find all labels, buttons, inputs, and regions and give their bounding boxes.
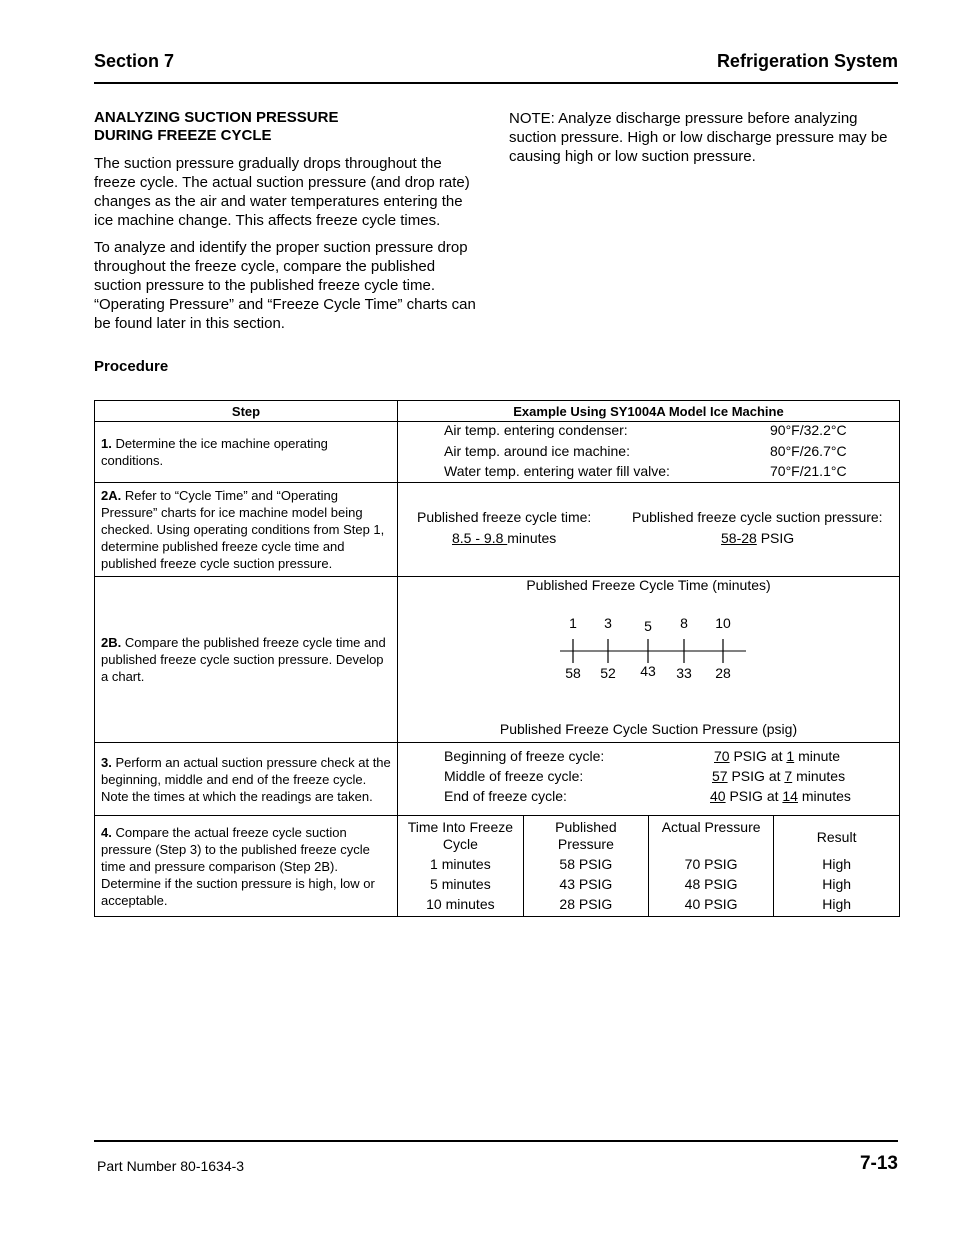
table-row xyxy=(95,743,900,816)
col-header-example: Example Using SY1004A Model Ice Machine xyxy=(398,401,900,422)
part-number: Part Number 80-1634-3 xyxy=(97,1158,245,1174)
footer-rule xyxy=(94,1140,898,1142)
chart-pressure-label: 52 xyxy=(600,665,616,681)
chart-time-label: 5 xyxy=(644,618,652,634)
table-row xyxy=(95,422,900,483)
step-1-text: 1. Determine the ice machine operating conditions. xyxy=(95,422,398,483)
section-heading: ANALYZING SUCTION PRESSURE DURING FREEZE CYCLE xyxy=(94,109,339,144)
chart-pressure-label: 33 xyxy=(676,665,692,681)
time-pressure-chart xyxy=(398,611,898,721)
table-row xyxy=(95,483,900,577)
table-row xyxy=(95,816,900,917)
step-2b-text: 2B. Compare the published freeze cycle time and published freeze cycle suction pressure. Develop a chart. xyxy=(95,577,398,743)
header-rule xyxy=(94,82,898,84)
comparison-col-published: Published Pressure 58 PSIG 43 PSIG 28 PSIG xyxy=(523,816,648,916)
chart-time-label: 10 xyxy=(715,615,731,631)
chart-pressure-label: 28 xyxy=(715,665,731,681)
comparison-table xyxy=(398,816,899,916)
chart-pressure-label: 43 xyxy=(640,663,656,679)
procedure-table xyxy=(94,400,900,917)
col-header-step: Step xyxy=(95,401,398,422)
step-3-example: Beginning of freeze cycle: 70 PSIG at 1 minute Middle of freeze cycle: 57 PSIG at 7 minutes End of freeze cycle: 40 PSIG at 14 minutes xyxy=(398,743,900,816)
chart-time-label: 8 xyxy=(680,615,688,631)
step-1-example: Air temp. entering condenser: 90°F/32.2°C Air temp. around ice machine: 80°F/26.7°C Water temp. entering water fill valve: 70°F/21.1°C xyxy=(398,422,900,483)
step-2a-example: Published freeze cycle time: 8.5 - 9.8 minutes Published freeze cycle suction pressure: 58-28 PSIG xyxy=(398,483,900,577)
table-row xyxy=(95,577,900,743)
right-column xyxy=(509,109,894,174)
paragraph-2: To analyze and identify the proper suction pressure drop throughout the freeze cycle, compare the published suction pressure to the published freeze cycle time. “Operating Pressure” and “Freeze Cycle Time” charts can be found later in this section. xyxy=(94,239,476,332)
page-title: Refrigeration System xyxy=(716,51,898,71)
section-label: Section 7 xyxy=(94,51,175,71)
note-text: NOTE: Analyze discharge pressure before analyzing suction pressure. High or low discharge pressure may be causing high or low suction pressure. xyxy=(509,110,888,165)
chart-pressure-label: 58 xyxy=(565,665,581,681)
paragraph-1: The suction pressure gradually drops throughout the freeze cycle. The actual suction pressure (and drop rate) changes as the air and water temperatures entering the ice machine change. This affects freeze cycle times. xyxy=(94,155,470,229)
step-3-text: 3. Perform an actual suction pressure check at the beginning, middle and end of the freeze cycle. Note the times at which the readings are taken. xyxy=(95,743,398,816)
page-number: 7-13 xyxy=(859,1153,898,1174)
procedure-heading: Procedure xyxy=(94,358,169,375)
step-2b-example xyxy=(398,577,900,743)
left-column xyxy=(94,109,484,341)
chart-time-label: 3 xyxy=(604,615,612,631)
step-4-example xyxy=(398,816,900,917)
comparison-col-time: Time Into Freeze Cycle 1 minutes 5 minutes 10 minutes xyxy=(398,816,523,916)
comparison-col-result: Result High High High xyxy=(816,829,857,912)
chart-top-label: Published Freeze Cycle Time (minutes) xyxy=(526,577,771,593)
comparison-col-actual: Actual Pressure 70 PSIG 48 PSIG 40 PSIG xyxy=(649,816,774,916)
step-2a-text: 2A. Refer to “Cycle Time” and “Operating Pressure” charts for ice machine model being checked. Using operating conditions from Step 1, determine published freeze cycle time and published freeze cycle suction pressure. xyxy=(95,483,398,577)
chart-bottom-label: Published Freeze Cycle Suction Pressure (psig) xyxy=(499,721,798,737)
chart-time-label: 1 xyxy=(569,615,577,631)
step-4-text: 4. Compare the actual freeze cycle suction pressure (Step 3) to the published freeze cycle time and pressure comparison (Step 2B). Determine if the suction pressure is high, low or acceptable. xyxy=(95,816,398,917)
